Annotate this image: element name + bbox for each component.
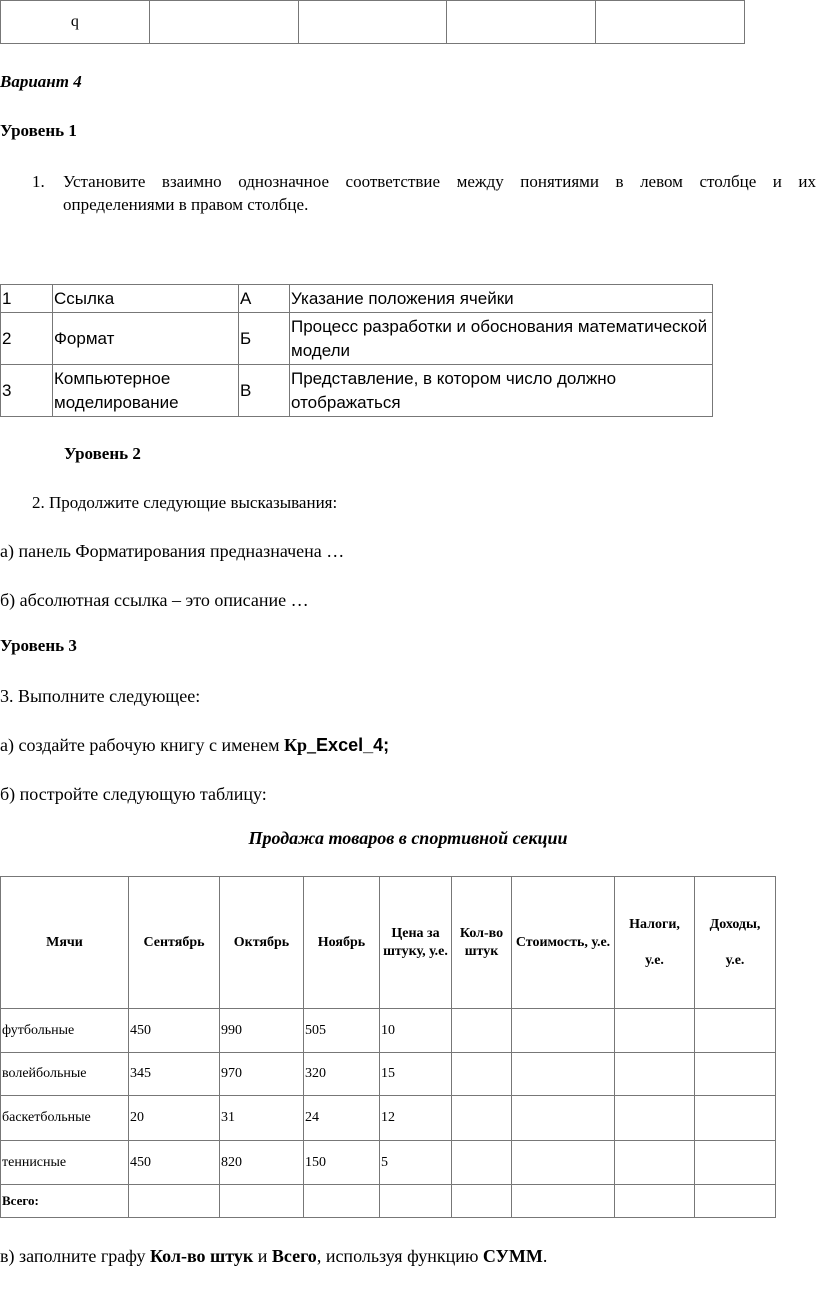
header-tax-line1: Налоги, bbox=[629, 916, 680, 932]
table-cell bbox=[596, 1, 745, 44]
sales-table-caption: Продажа товаров в спортивной секции bbox=[248, 828, 568, 848]
table-row bbox=[1, 365, 713, 417]
cost-value bbox=[512, 1053, 615, 1096]
level1-title: Уровень 1 bbox=[0, 121, 77, 140]
letter-cell: В bbox=[239, 365, 290, 417]
cost-value bbox=[512, 1096, 615, 1141]
table-cell: q bbox=[1, 1, 150, 44]
price-value: 10 bbox=[380, 1009, 452, 1053]
sep-value: 20 bbox=[129, 1096, 220, 1141]
term-cell: Формат bbox=[53, 313, 239, 365]
term-cell: Компьютерное моделирование bbox=[53, 365, 239, 417]
task1-text-line1: Установите взаимно однозначное соответствие между понятиями в левом столбце и их bbox=[63, 172, 816, 191]
oct-value: 990 bbox=[220, 1009, 304, 1053]
header-income-line2: у.е. bbox=[725, 952, 745, 968]
table-row bbox=[1, 285, 713, 313]
table-cell bbox=[298, 1, 447, 44]
total-income bbox=[695, 1185, 776, 1218]
cost-value bbox=[512, 1009, 615, 1053]
header-tax bbox=[615, 877, 695, 1009]
sep-value: 450 bbox=[129, 1009, 220, 1053]
letter-cell: Б bbox=[239, 313, 290, 365]
matching-table bbox=[0, 284, 713, 417]
table-row bbox=[1, 1009, 776, 1053]
letter-cell: А bbox=[239, 285, 290, 313]
tax-value bbox=[615, 1141, 695, 1185]
total-tax bbox=[615, 1185, 695, 1218]
header-price: Цена за штуку, у.е. bbox=[380, 877, 452, 1009]
sep-value: 345 bbox=[129, 1053, 220, 1096]
term-cell: Ссылка bbox=[53, 285, 239, 313]
task2-item-a: а) панель Форматирования предназначена … bbox=[0, 541, 345, 561]
oct-value: 970 bbox=[220, 1053, 304, 1096]
price-value: 15 bbox=[380, 1053, 452, 1096]
header-quantity: Кол-во штук bbox=[452, 877, 512, 1009]
header-income-line1: Доходы, bbox=[709, 916, 761, 932]
table-cell bbox=[149, 1, 298, 44]
sep-value: 450 bbox=[129, 1141, 220, 1185]
header-balls: Мячи bbox=[1, 877, 129, 1009]
header-september: Сентябрь bbox=[129, 877, 220, 1009]
total-qty bbox=[452, 1185, 512, 1218]
task3-item-c-mid2: , используя функцию bbox=[316, 1246, 483, 1266]
header-income bbox=[695, 877, 776, 1009]
variant-title: Вариант 4 bbox=[0, 72, 82, 91]
ball-name: баскетбольные bbox=[1, 1096, 129, 1141]
sales-table bbox=[0, 876, 776, 1218]
qty-value bbox=[452, 1141, 512, 1185]
top-stub-table bbox=[0, 0, 745, 44]
total-oct bbox=[220, 1185, 304, 1218]
level3-title: Уровень 3 bbox=[0, 636, 77, 655]
header-october: Октябрь bbox=[220, 877, 304, 1009]
task3-item-a bbox=[0, 733, 389, 757]
cost-value bbox=[512, 1141, 615, 1185]
nov-value: 150 bbox=[304, 1141, 380, 1185]
ball-name: футбольные bbox=[1, 1009, 129, 1053]
header-november: Ноябрь bbox=[304, 877, 380, 1009]
income-value bbox=[695, 1096, 776, 1141]
task3-item-c-mid: и bbox=[253, 1246, 272, 1266]
header-cost: Стоимость, у.е. bbox=[512, 877, 615, 1009]
function-name: СУММ bbox=[482, 1246, 543, 1266]
price-value: 5 bbox=[380, 1141, 452, 1185]
oct-value: 820 bbox=[220, 1141, 304, 1185]
row-number: 3 bbox=[1, 365, 53, 417]
nov-value: 24 bbox=[304, 1096, 380, 1141]
workbook-name-prefix: Кр_ bbox=[283, 735, 317, 755]
income-value bbox=[695, 1141, 776, 1185]
row-number: 2 bbox=[1, 313, 53, 365]
table-row bbox=[1, 313, 713, 365]
task1-text-line2: определениями в правом столбце. bbox=[63, 195, 309, 214]
total-label: Всего: bbox=[1, 1185, 129, 1218]
table-row bbox=[1, 1053, 776, 1096]
nov-value: 320 bbox=[304, 1053, 380, 1096]
tax-value bbox=[615, 1009, 695, 1053]
total-price bbox=[380, 1185, 452, 1218]
table-row bbox=[1, 1096, 776, 1141]
task3-item-c-prefix: в) заполните графу bbox=[0, 1246, 150, 1266]
task3-item-c-end: . bbox=[542, 1246, 548, 1266]
qty-value bbox=[452, 1009, 512, 1053]
table-cell bbox=[447, 1, 596, 44]
income-value bbox=[695, 1009, 776, 1053]
task2-item-b: б) абсолютная ссылка – это описание … bbox=[0, 590, 309, 610]
task3-item-b: б) постройте следующую таблицу: bbox=[0, 784, 267, 804]
workbook-name: Excel_4; bbox=[316, 735, 390, 755]
qty-column-name: Кол-во штук bbox=[149, 1246, 254, 1266]
task3-item-a-prefix: а) создайте рабочую книгу с именем bbox=[0, 735, 284, 755]
tax-value bbox=[615, 1053, 695, 1096]
table-total-row bbox=[1, 1185, 776, 1218]
table-row bbox=[1, 1, 745, 44]
definition-cell: Процесс разработки и обоснования математической модели bbox=[290, 313, 713, 365]
table-row bbox=[1, 1141, 776, 1185]
tax-value bbox=[615, 1096, 695, 1141]
definition-cell: Указание положения ячейки bbox=[290, 285, 713, 313]
qty-value bbox=[452, 1096, 512, 1141]
task3-text: 3. Выполните следующее: bbox=[0, 686, 201, 706]
total-nov bbox=[304, 1185, 380, 1218]
task1-number: 1. bbox=[32, 172, 45, 191]
total-sep bbox=[129, 1185, 220, 1218]
definition-cell: Представление, в котором число должно отображаться bbox=[290, 365, 713, 417]
task2-text: 2. Продолжите следующие высказывания: bbox=[32, 493, 338, 512]
row-number: 1 bbox=[1, 285, 53, 313]
task3-item-c bbox=[0, 1244, 547, 1268]
table-header-row bbox=[1, 877, 776, 1009]
ball-name: теннисные bbox=[1, 1141, 129, 1185]
ball-name: волейбольные bbox=[1, 1053, 129, 1096]
header-tax-line2: у.е. bbox=[645, 952, 664, 968]
nov-value: 505 bbox=[304, 1009, 380, 1053]
income-value bbox=[695, 1053, 776, 1096]
level2-title: Уровень 2 bbox=[64, 444, 141, 463]
total-row-name: Всего bbox=[271, 1246, 317, 1266]
qty-value bbox=[452, 1053, 512, 1096]
oct-value: 31 bbox=[220, 1096, 304, 1141]
price-value: 12 bbox=[380, 1096, 452, 1141]
total-cost bbox=[512, 1185, 615, 1218]
